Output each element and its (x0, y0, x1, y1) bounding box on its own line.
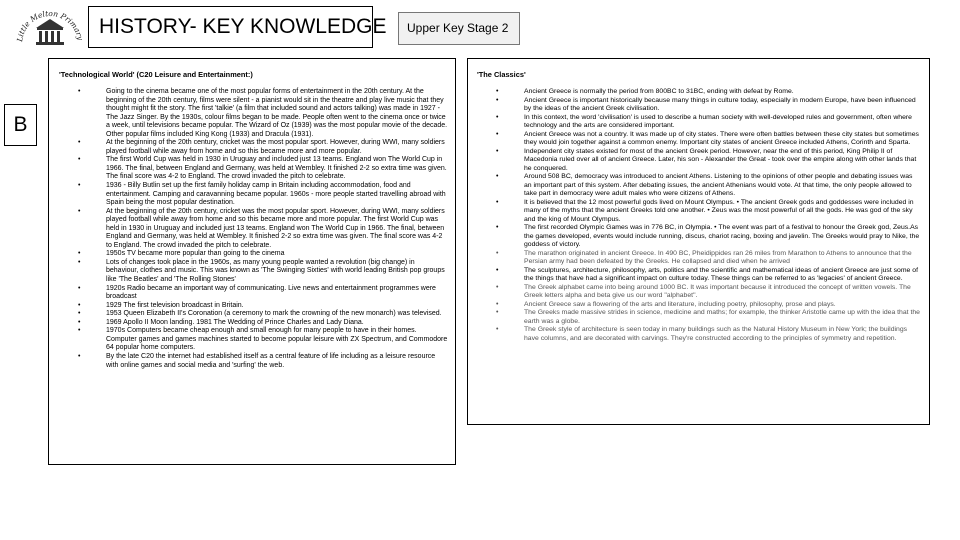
list-item: • 1950s TV became more popular than going to the cinema (78, 250, 448, 259)
technological-world-heading: 'Technological World' (C20 Leisure and Entertainment:) (59, 70, 253, 79)
list-item: • 1969 Apollo II Moon landing. 1981 The Wedding of Prince Charles and Lady Diana. (78, 319, 448, 328)
list-item: • Ancient Greece saw a flowering of the arts and literature, including poetry, philosophy, prose and plays. (496, 301, 921, 310)
list-item: • The sculptures, architecture, philosophy, arts, politics and the scientific and mathematical ideas of ancient Greece are just some of the things that have had a significant impact on culture today. These things can be referred to as 'legacies' of ancient Greece. (496, 267, 921, 284)
list-item: • Going to the cinema became one of the most popular forms of entertainment in the 20th century. At the beginning of the 20th century, films were silent - a pianist would sit in the theatre and play live music that they thought might fit the story. The first 'talkie' (a film that included sound and actors talking) was made in 1927 - The Jazz Singer. By the 1930s, colour films began to be made. People often went to the cinema once or twice a week, until televisions became popular. The Wizard of Oz (1939) was the most popular movie of the decade. Other popular films included King Kong (1933) and Dracula (1931). (78, 88, 448, 139)
list-item: • At the beginning of the 20th century, cricket was the most popular sport. However, during WWI, many soldiers played football while away from home and so this became more and more popular. (78, 139, 448, 156)
the-classics-panel (467, 58, 930, 425)
list-item: • Ancient Greece was not a country. It was made up of city states. There were often battles between these city states but sometimes they would join together against a common enemy. Important city states of ancient Greece included Athens, Corinth and Sparta. (496, 131, 921, 148)
the-classics-heading: 'The Classics' (477, 70, 526, 79)
list-item: • 1953 Queen Elizabeth II's Coronation (a ceremony to mark the crowning of the new monarch) was televised. (78, 310, 448, 319)
the-classics-list (496, 88, 921, 343)
technological-world-panel (48, 58, 456, 465)
page-title: HISTORY- KEY KNOWLEDGE (88, 6, 373, 48)
list-item: • By the late C20 the internet had established itself as a central feature of life including as a leisure resource with online games and social media and 'surfing' the web. (78, 353, 448, 370)
list-item: • Around 508 BC, democracy was introduced to ancient Athens. Listening to the opinions of other people and debating issues was an important part of this system. After debating issues, the ancient Athenians would vote. At that time, the only people allowed to take part in democracy were adult males who were citizens of Athens. (496, 173, 921, 199)
list-item: • The first recorded Olympic Games was in 776 BC, in Olympia. • The event was part of a festival to honour the Greek god, Zeus.As the games developed, events would include running, discus, chariot racing, boxing and javelin. The Greeks would pray to Nike, the goddess of victory. (496, 224, 921, 250)
technological-world-list (78, 88, 448, 370)
list-item: • At the beginning of the 20th century, cricket was the most popular sport. However, during WWI, many soldiers played football while away from home and so this became more and more popular. The first World Cup was held in 1930 in Uruguay and included just 13 teams. England won The World Cup in 1966. The final, between England and Germany, was held at Wembley. It finished 2-2 so extra time was given. The final score was 4-2 to England. The crowd invaded the pitch to celebrate. (78, 208, 448, 251)
list-item: • 1929 The first television broadcast in Britain. (78, 302, 448, 311)
list-item: • 1936 - Billy Butlin set up the first family holiday camp in Britain including accommodation, food and entertainment. Camping and caravanning became popular. 1960s - more people started travelling abroad with Spain being the most popular destination. (78, 182, 448, 208)
list-item: • The first World Cup was held in 1930 in Uruguay and included just 13 teams. England won The World Cup in 1966. The final, between England and Germany, was held at Wembley. It finished 2-2 so extra time was given. The final score was 4-2 to England. The crowd invaded the pitch to celebrate. (78, 156, 448, 182)
list-item: • The Greek alphabet came into being around 1000 BC. It was important because it introduced the concept of written vowels. The Greek letters alpha and beta give us our word "alphabet". (496, 284, 921, 301)
list-item: • In this context, the word 'civilisation' is used to describe a human society with well-developed rules and government, often where technology and the arts are considered important. (496, 114, 921, 131)
list-item: • The Greeks made massive strides in science, medicine and maths; for example, the thinker Aristotle came up with the idea that the earth was a globe. (496, 309, 921, 326)
list-item: • 1920s Radio became an important way of communicating. Live news and entertainment programmes were broadcast (78, 285, 448, 302)
list-item: • Ancient Greece is important historically because many things in culture today, especially in modern Europe, have been influenced by the ideas of the ancient Greek civilisation. (496, 97, 921, 114)
school-logo (16, 8, 84, 50)
list-item: • Ancient Greece is normally the period from 800BC to 31BC, ending with defeat by Rome. (496, 88, 921, 97)
list-item: • It is believed that the 12 most powerful gods lived on Mount Olympus. • The ancient Greek gods and goddesses were included in many of the myths that the ancient Greeks told one another. • Zeus was the most powerful of all the gods. He was god of the sky and the king of Mount Olympus. (496, 199, 921, 225)
svg-text:Little Melton Primary School: Little Melton Primary (16, 8, 84, 43)
side-label: B (4, 104, 37, 146)
key-stage-label: Upper Key Stage 2 (398, 12, 520, 45)
list-item: • The Greek style of architecture is seen today in many buildings such as the Natural History Museum in New York; the buildings have columns, and are decorated with carvings. They're constructed according to the principles of symmetry and repetition. (496, 326, 921, 343)
list-item: • 1970s Computers became cheap enough and small enough for many people to have in their homes. Computer games and games machines started to become popular leisure with ZX Spectrum, and Commodore 64 popular home computers. (78, 327, 448, 353)
list-item: • Independent city states existed for most of the ancient Greek period. However, near the end of this period, King Philip II of Macedonia ruled over all of ancient Greece. Later, his son - Alexander the Great - took over the empire along with other lands that he conquered. (496, 148, 921, 174)
list-item: • The marathon originated in ancient Greece. In 490 BC, Pheidippides ran 26 miles from Marathon to Athens to announce that the Persian army had been defeated by the Greeks. He collapsed and died when he arrived (496, 250, 921, 267)
list-item: • Lots of changes took place in the 1960s, as many young people wanted a revolution (big change) in behaviour, clothes and music. This was known as 'The Swinging Sixties' with world leading British pop groups like 'The Beatles' and 'The Rolling Stones' (78, 259, 448, 285)
